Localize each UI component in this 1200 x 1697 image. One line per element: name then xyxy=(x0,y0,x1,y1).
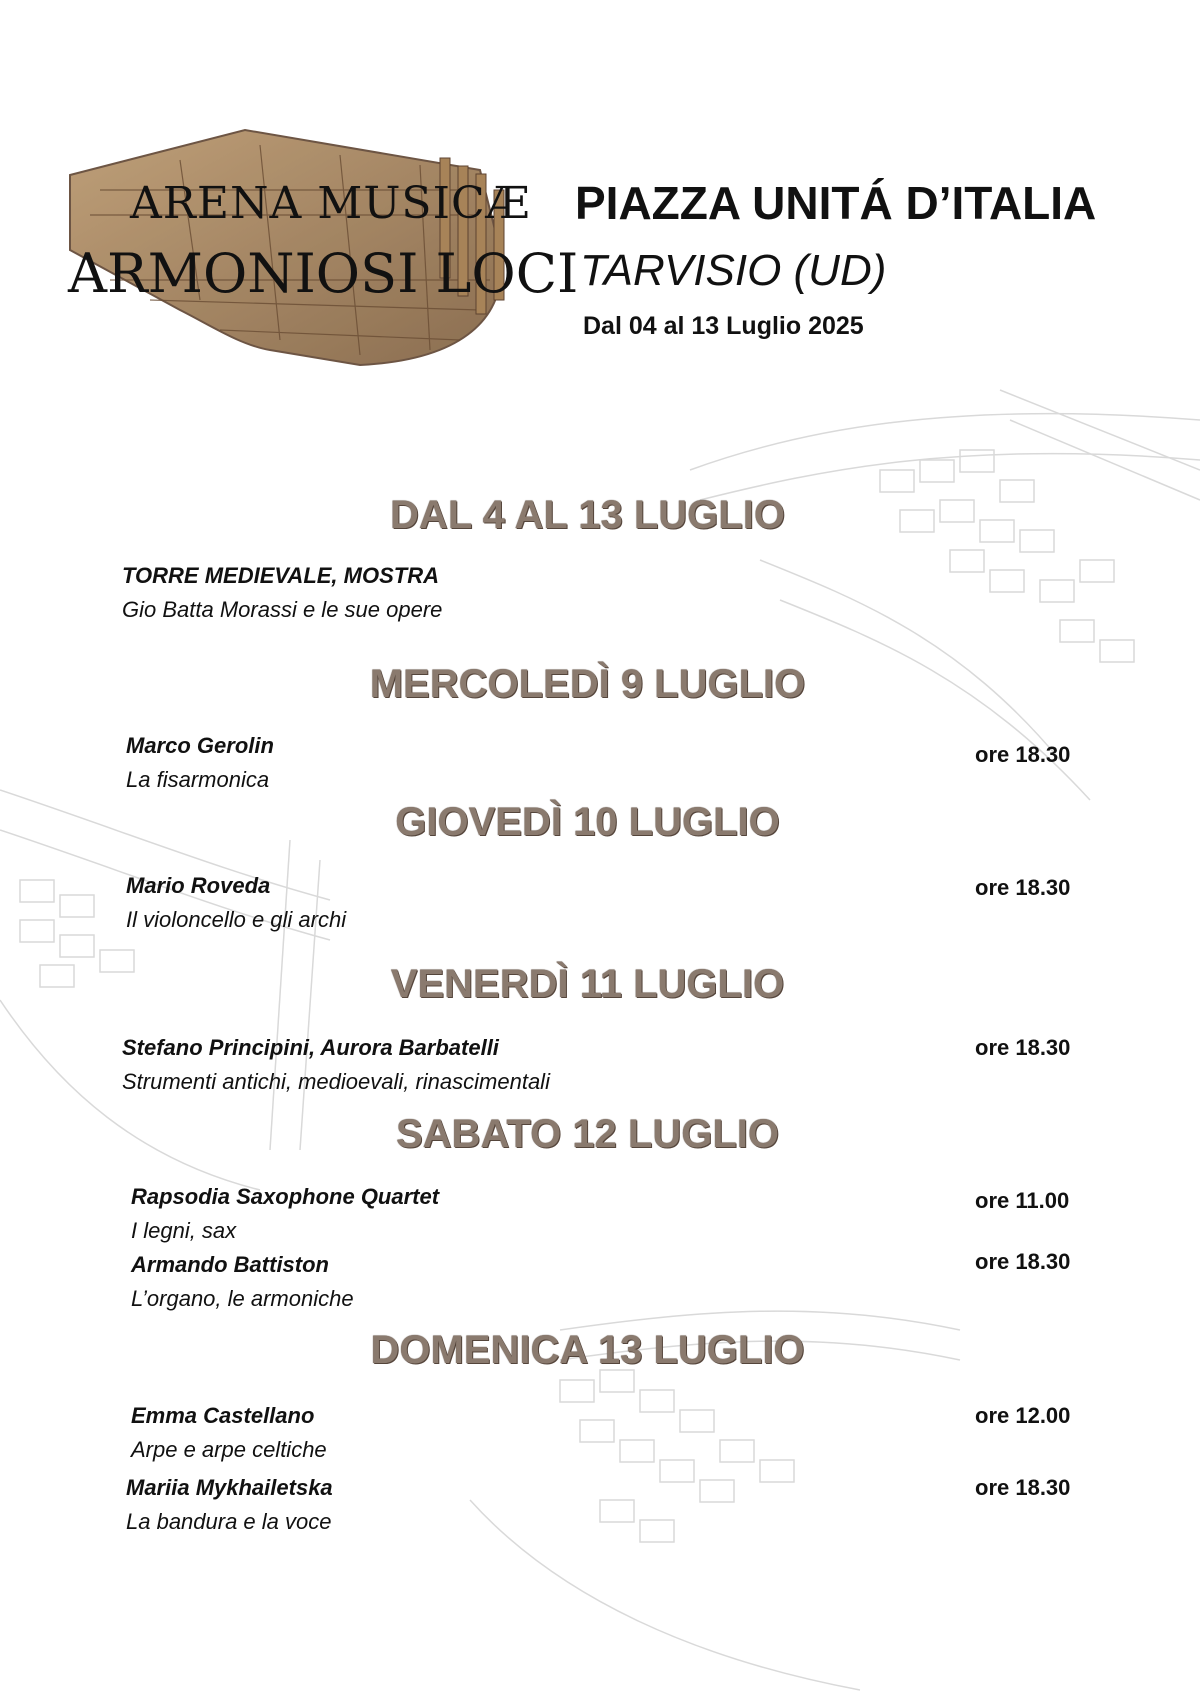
festival-dates: Dal 04 al 13 Luglio 2025 xyxy=(583,312,864,340)
performer-name: Rapsodia Saxophone Quartet xyxy=(131,1184,440,1209)
logo-text-armoniosi-loci: ARMONIOSI LOCI xyxy=(68,242,579,305)
day-heading: SABATO 12 LUGLIO xyxy=(395,1112,779,1156)
performer-name: Emma Castellano xyxy=(131,1403,315,1428)
performance-description: Strumenti antichi, medioevali, rinascimentali xyxy=(122,1069,550,1094)
day-heading: DAL 4 AL 13 LUGLIO xyxy=(390,493,785,537)
performance-description: L’organo, le armoniche xyxy=(131,1286,354,1311)
day-heading: GIOVEDÌ 10 LUGLIO xyxy=(395,800,780,844)
performer-name: Stefano Principini, Aurora Barbatelli xyxy=(122,1035,499,1060)
arena-logo xyxy=(60,120,579,380)
performance-time: ore 18.30 xyxy=(975,1475,1071,1500)
performer-name: Marco Gerolin xyxy=(126,733,274,758)
performance-description: Arpe e arpe celtiche xyxy=(131,1437,327,1462)
performance-time: ore 18.30 xyxy=(975,1249,1071,1274)
performance-description: I legni, sax xyxy=(131,1218,237,1243)
performance-time: ore 11.00 xyxy=(975,1188,1070,1213)
performance-description: La fisarmonica xyxy=(126,767,270,792)
day-heading: MERCOLEDÌ 9 LUGLIO xyxy=(369,662,806,706)
performance-description: La bandura e la voce xyxy=(126,1509,332,1534)
performer-name: Mariia Mykhailetska xyxy=(126,1475,333,1500)
performance-time: ore 18.30 xyxy=(975,1035,1071,1060)
performance-time: ore 18.30 xyxy=(975,742,1071,767)
performance-time: ore 18.30 xyxy=(975,875,1071,900)
performance-time: ore 12.00 xyxy=(975,1403,1071,1428)
performance-description: Il violoncello e gli archi xyxy=(126,907,347,932)
logo-text-arena-musicae: ARENA MUSICÆ xyxy=(130,178,531,229)
day-heading: VENERDÌ 11 LUGLIO xyxy=(390,962,785,1006)
city-subtitle: TARVISIO (UD) xyxy=(580,246,887,295)
venue-title: PIAZZA UNITÁ D’ITALIA xyxy=(575,177,1097,229)
performer-name: Mario Roveda xyxy=(126,873,271,898)
performer-name: Armando Battiston xyxy=(131,1252,329,1277)
event-description: Gio Batta Morassi e le sue opere xyxy=(122,597,443,622)
day-heading: DOMENICA 13 LUGLIO xyxy=(370,1328,805,1372)
event-title: TORRE MEDIEVALE, MOSTRA xyxy=(122,563,439,588)
